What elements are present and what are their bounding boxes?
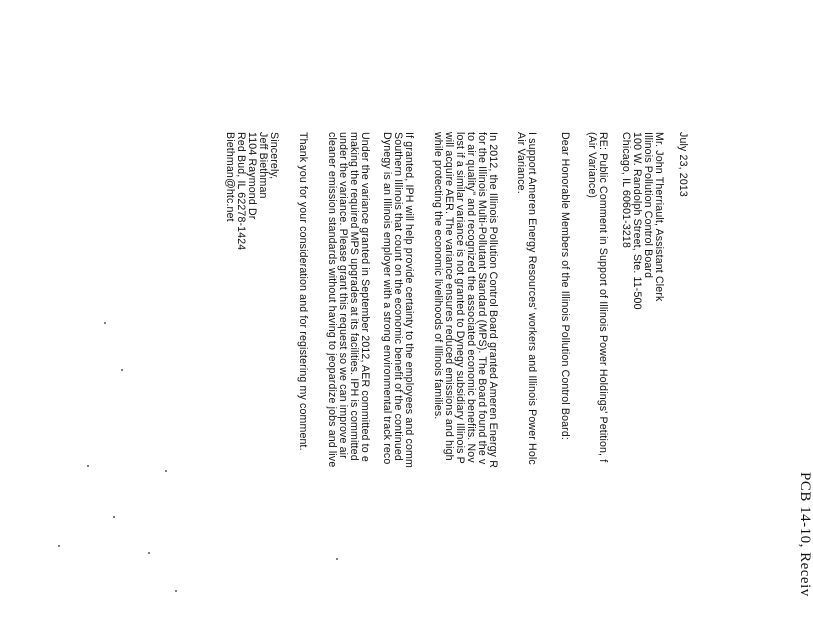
paragraph-1-line: I support Ameren Energy Resources' workers and Illinois Power Holc: [526, 132, 538, 465]
paragraph-2-line: to air quality" and recognized the associated economic benefits. Nov: [465, 132, 477, 463]
signer-email: Biethman@htc.net: [224, 132, 236, 222]
scan-speck: [175, 590, 177, 592]
paragraph-2-line: while protecting the economic livelihoods of Illinois families.: [432, 132, 444, 420]
subject-line: RE: Public Comment in Support of Illinois Power Holdings' Petition, f: [597, 132, 609, 463]
signoff: Sincerely,: [268, 132, 280, 180]
scan-speck: [104, 322, 106, 324]
recipient-organization: Illinois Pollution Control Board: [642, 132, 654, 279]
paragraph-3-line: Southern Illinois that count on the economic benefit of the continued: [392, 132, 404, 461]
signer-city: Red Bud, IL 62278-1424: [235, 132, 247, 251]
recipient-city: Chicago, IL 60601-3218: [620, 132, 632, 248]
paragraph-3-line: Dynegy is an Illinois employer with a strong environmental track reco: [381, 132, 393, 465]
scan-speck: [87, 465, 89, 467]
letter-date: July 23, 2013: [677, 132, 689, 197]
paragraph-2-line: for the Illinois Multi-Pollutant Standard (MPS). The Board found the v: [476, 132, 488, 465]
scan-speck: [113, 516, 115, 518]
paragraph-4-line: Under the variance granted in September 2012, AER committed to e: [359, 132, 371, 462]
scan-speck: [148, 552, 150, 554]
scan-speck: [336, 558, 338, 560]
document-header: PCB 14-10, Receiv: [797, 472, 813, 597]
paragraph-1-line: Air Variance.: [515, 132, 527, 194]
paragraph-4-line: under the variance. Please grant this request so we can improve air: [337, 132, 349, 459]
recipient-street: 100 W. Randolph Street, Ste. 11-500: [631, 132, 643, 310]
salutation: Dear Honorable Members of the Illinois Pollution Control Board:: [559, 132, 571, 440]
paragraph-3-line: If granted, IPH will help provide certainty to the employees and comm: [403, 132, 415, 468]
signer-street: 1104 Raymond Dr: [246, 132, 258, 220]
scan-speck: [121, 369, 123, 371]
recipient-name: Mr. John Therriault, Assistant Clerk: [653, 132, 665, 302]
paragraph-2-line: lost if a similar variance is not granted to Dynegy subsidiary Illinois P: [454, 132, 466, 464]
signer-name: Jeff Biethman: [257, 132, 269, 199]
paragraph-2-line: In 2012, the Illinois Pollution Control Board granted Ameren Energy R: [487, 132, 499, 469]
scan-speck: [58, 545, 60, 547]
subject-line-2: (Air Variance): [586, 132, 598, 199]
rotated-letter: [180, 132, 813, 622]
scan-speck: [165, 470, 167, 472]
closing-line: Thank you for your consideration and for registering my comment.: [297, 132, 309, 451]
paragraph-4-line: cleaner emission standards without having to jeopardize jobs and live: [326, 132, 338, 468]
paragraph-2-line: will acquire AER. The variance ensures reduced emissions and high: [443, 132, 455, 461]
paragraph-4-line: making the required MPS upgrades at its facilities. IPH is committed: [348, 132, 360, 461]
